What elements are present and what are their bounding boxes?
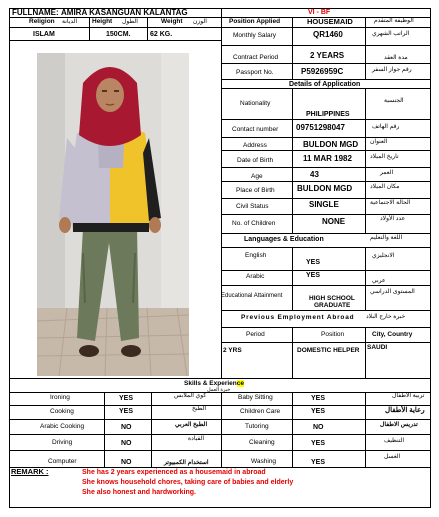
languages-title-ar: اللغة والتعليم [370,235,403,241]
skill-tutoring-value: NO [313,424,324,431]
weight-value: 62 KG. [150,31,173,38]
skill-computer-label: Computer [48,458,77,465]
skill-tutoring-label: Tutoring [245,423,269,430]
nationality-value: PHILIPPINES [306,111,350,118]
religion-label-ar: الديانة [62,19,78,25]
employment-position-value: DOMESTIC HELPER [297,347,360,354]
english-label-ar: الانجليزي [372,253,395,259]
skill-driving-label: Driving [52,439,73,446]
skill-childcare-ar: رعاية الأطفال [385,407,425,414]
religion-label: Religion [29,18,55,25]
birthplace-label: Place of Birth [236,187,275,194]
skills-title-highlight: ce [236,380,244,387]
skill-ironing-value: YES [119,395,134,402]
dob-label-ar: تاريخ الميلاد [370,154,399,160]
height-value: 150CM. [106,31,131,38]
arabic-label: Arabic [246,273,265,280]
address-label-ar: العنوان [370,139,388,145]
skill-computer-ar: استخدام الكمبيوتر [164,460,209,466]
nationality-label-ar: الجنسية [384,98,404,104]
skill-washing-ar: الغسل [384,454,401,460]
skill-cooking-label: Cooking [50,408,74,415]
weight-label: Weight [161,18,183,25]
employment-title-ar: خبرة خارج البلاد [366,314,406,320]
education-value-2: GRADUATE [314,302,351,309]
birthplace-label-ar: مكان الميلاد [370,184,400,190]
skill-arabic-cooking-label: Arabic Cooking [40,423,85,430]
fullname-label: FULLNAME: [12,8,59,17]
position-label-ar: الوظيفة المتقدم [374,18,414,24]
civil-status-value: SINGLE [309,200,339,209]
education-label: Educational Attainment [221,293,283,299]
skills-title-main: Skills & Experien [184,380,237,387]
skill-childcare-value: YES [311,408,326,415]
remark-line-1: She has 2 years experienced as a housemaid in abroad [82,469,266,476]
height-label: Height [92,18,113,25]
position-label: Position Applied [229,18,281,25]
employment-period-header: Period [246,331,265,338]
religion-value: ISLAM [33,31,55,38]
children-value: NONE [322,217,346,226]
skill-babysitting-ar: تربية الاطفال [392,393,425,399]
remark-line-2: She knows household chores, taking care of babies and elderly [82,479,294,486]
contract-period-label-ar: مدة العقد [384,55,408,61]
salary-label: Monthly Salary [233,32,276,39]
skill-cooking-ar: الطبخ [192,406,207,412]
skill-arabic-cooking-value: NO [121,424,132,431]
skill-cleaning-label: Cleaning [249,439,275,446]
skill-tutoring-ar: تدريس الاطفال [380,422,418,428]
contact-value: 09751298047 [296,123,345,132]
skill-cooking-value: YES [119,408,134,415]
employment-position-header: Position [321,331,345,338]
skill-washing-label: Washing [251,458,277,465]
arabic-value: YES [306,272,321,279]
skill-babysitting-label: Baby Sitting [238,394,273,401]
address-value: BULDON MGD [303,140,359,149]
english-label: English [245,252,267,259]
salary-value: QR1460 [313,30,343,39]
civil-status-label-ar: الحالة الاجتماعية [370,200,411,206]
age-value: 43 [310,170,319,179]
contract-period-value: 2 YEARS [310,51,345,60]
application-title: Details of Application [289,81,361,88]
birthplace-value: BULDON MGD [297,184,353,193]
remark-label: REMARK : [11,467,49,476]
applicant-photo [37,53,189,376]
education-label-ar: المستوى الدراسي [370,289,415,295]
contract-period-label: Contract Period [233,54,279,61]
passport-label: Passport No. [236,69,274,76]
languages-title: Languages & Education [244,236,324,243]
employment-country-value: SAUDI [367,344,388,351]
dob-value: 11 MAR 1982 [303,154,352,163]
position-value: HOUSEMAID [307,17,353,26]
skill-arabic-cooking-ar: الطبخ العربي [175,422,208,428]
skill-driving-value: NO [121,440,132,447]
employment-country-header: City, Country [372,331,413,338]
contact-label: Contact number [232,126,279,133]
skills-title-ar: خبرة العمل [207,387,231,393]
skill-cleaning-ar: التنظيف [384,438,405,444]
weight-label-ar: الوزن [193,19,207,25]
skill-driving-ar: القيادة [188,436,204,442]
dob-label: Date of Birth [237,157,274,164]
arabic-label-ar: عربي [372,278,386,284]
civil-status-label: Civil Status [236,203,269,210]
age-label-ar: العمر [380,170,394,176]
document-code: VI - BF [308,9,331,16]
age-label: Age [251,173,263,180]
skill-washing-value: YES [311,459,326,466]
contact-label-ar: رقم الهاتف [372,124,400,130]
passport-label-ar: رقم جواز السفر [372,67,412,73]
skill-ironing-ar: كوي الملابس [174,393,207,399]
english-value: YES [306,259,321,266]
children-label: No. of Children [232,220,276,227]
skill-babysitting-value: YES [311,395,326,402]
nationality-label: Nationality [240,100,271,107]
skill-ironing-label: Ironing [50,394,70,401]
height-label-ar: الطول [122,19,138,25]
education-value-1: HIGH SCHOOL [309,295,355,302]
salary-label-ar: الراتب الشهري [372,31,410,37]
skill-childcare-label: Children Care [240,408,281,415]
skill-cleaning-value: YES [311,440,326,447]
skill-computer-value: NO [121,459,132,466]
fullname-value: AMIRA KASANGUAN KALANTAG [61,8,188,17]
address-label: Address [243,142,267,149]
employment-period-value: 2 YRS [223,347,242,354]
children-label-ar: عدد الأولاد [380,216,406,222]
remark-line-3: She also honest and hardworking. [82,489,196,496]
employment-title: Previous Employment Abroad [241,314,355,321]
passport-value: P5926959C [301,67,344,76]
